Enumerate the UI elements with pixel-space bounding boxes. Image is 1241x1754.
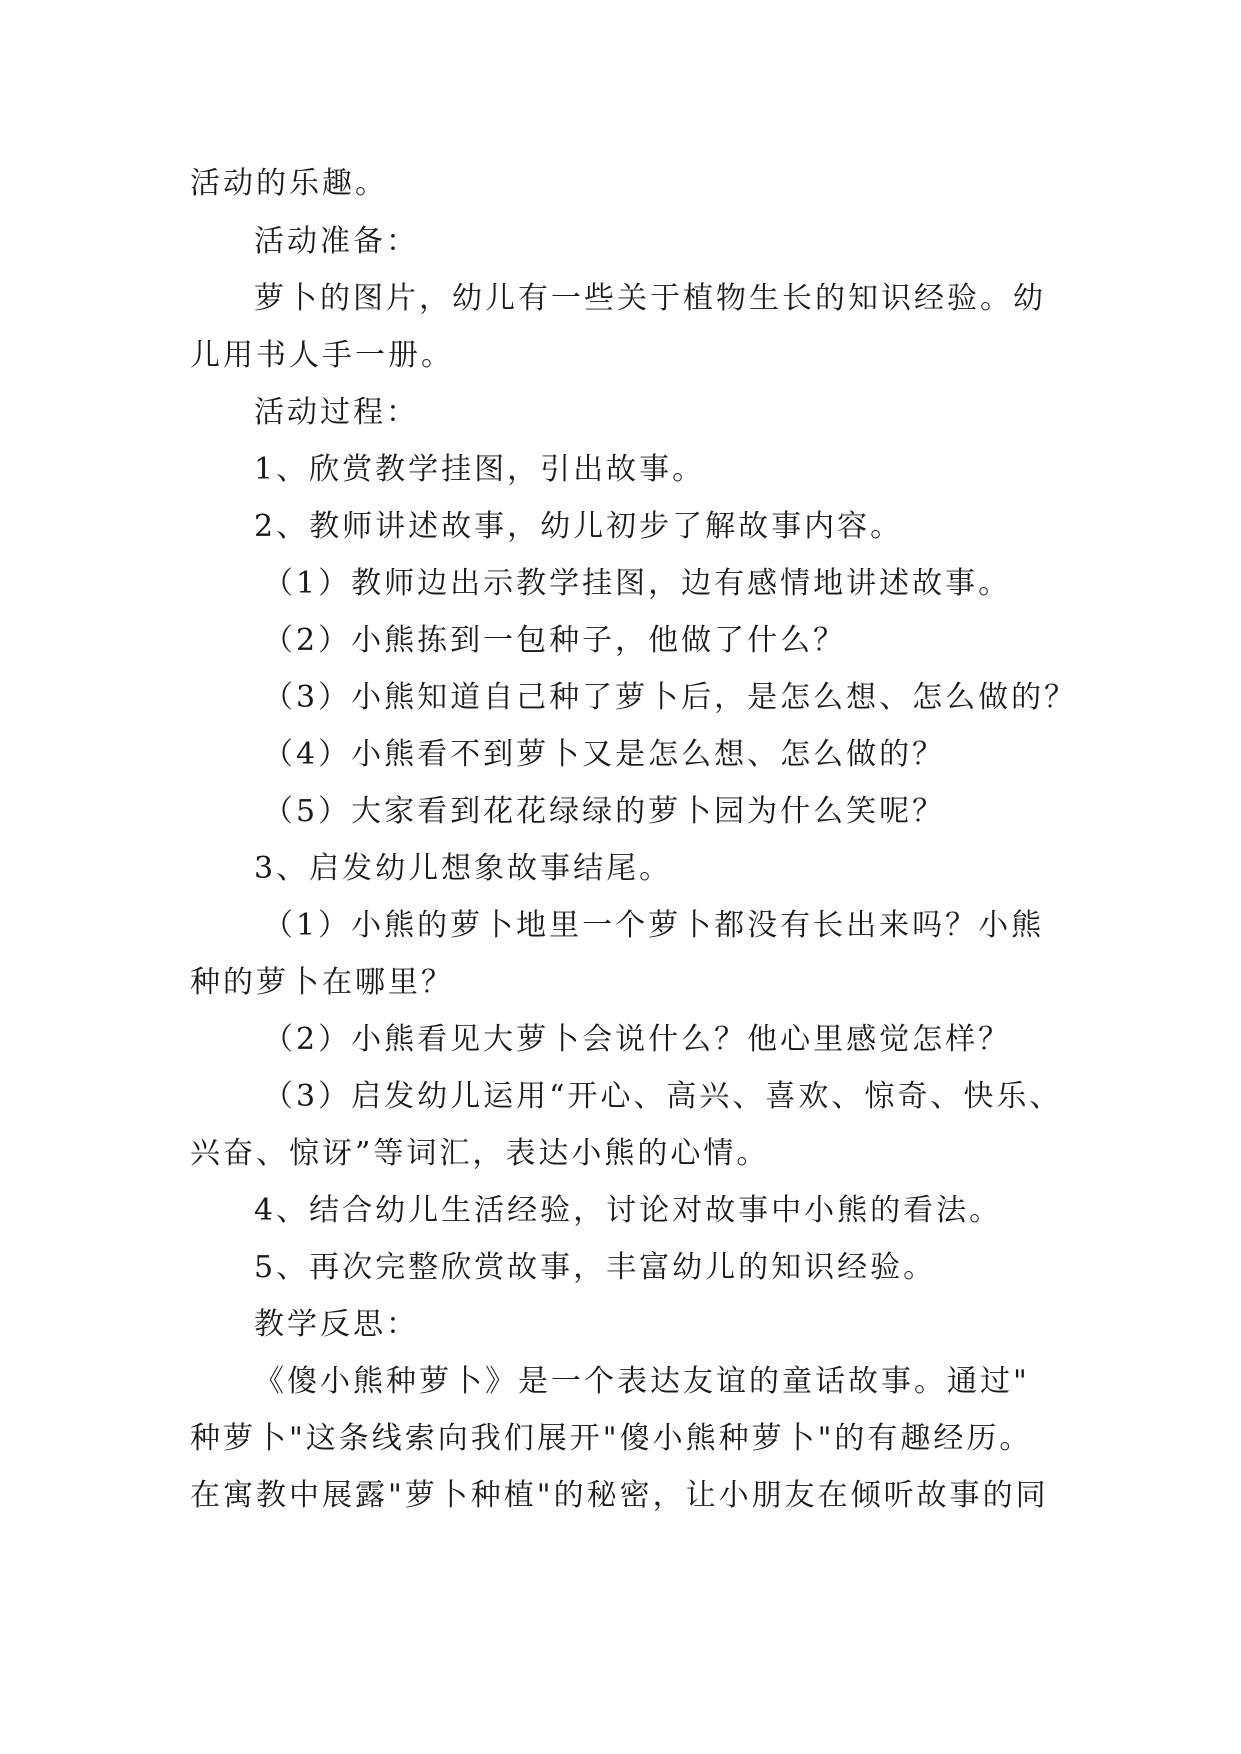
list-item: 2、教师讲述故事，幼儿初步了解故事内容。 bbox=[254, 509, 904, 544]
text-line: 儿用书人手一册。 bbox=[190, 338, 454, 373]
text-line: 活动的乐趣。 bbox=[190, 166, 388, 201]
sub-list-item: （4）小熊看不到萝卜又是怎么想、怎么做的？ bbox=[263, 737, 946, 772]
text-line: 萝卜的图片，幼儿有一些关于植物生长的知识经验。幼 bbox=[254, 281, 1046, 316]
sub-list-item: （2）小熊看见大萝卜会说什么？他心里感觉怎样？ bbox=[263, 1022, 1012, 1057]
list-item: 3、启发幼儿想象故事结尾。 bbox=[254, 851, 673, 886]
text-line: 种萝卜"这条线索向我们展开"傻小熊种萝卜"的有趣经历。 bbox=[190, 1421, 1033, 1456]
text-line: 在寓教中展露"萝卜种植"的秘密，让小朋友在倾听故事的同 bbox=[190, 1478, 1049, 1513]
text-line: 《傻小熊种萝卜》是一个表达友谊的童话故事。通过" bbox=[254, 1364, 1030, 1399]
list-item: 4、结合幼儿生活经验，讨论对故事中小熊的看法。 bbox=[254, 1193, 1003, 1228]
sub-list-item: （3）启发幼儿运用“开心、高兴、喜欢、惊奇、快乐、 bbox=[263, 1079, 1063, 1114]
text-line: 兴奋、惊讶”等词汇，表达小熊的心情。 bbox=[190, 1136, 770, 1171]
text-line: 种的萝卜在哪里？ bbox=[190, 965, 454, 1000]
list-item: 1、欣赏教学挂图，引出故事。 bbox=[254, 452, 706, 487]
section-heading-reflection: 教学反思： bbox=[254, 1307, 419, 1342]
sub-list-item: （5）大家看到花花绿绿的萝卜园为什么笑呢？ bbox=[263, 794, 946, 829]
sub-list-item: （3）小熊知道自己种了萝卜后，是怎么想、怎么做的？ bbox=[263, 680, 1078, 715]
section-heading-process: 活动过程： bbox=[254, 395, 419, 430]
sub-list-item: （1）教师边出示教学挂图，边有感情地讲述故事。 bbox=[263, 566, 1012, 601]
list-item: 5、再次完整欣赏故事，丰富幼儿的知识经验。 bbox=[254, 1250, 937, 1285]
sub-list-item: （1）小熊的萝卜地里一个萝卜都没有长出来吗？小熊 bbox=[263, 908, 1045, 943]
sub-list-item: （2）小熊拣到一包种子，他做了什么？ bbox=[263, 623, 847, 658]
section-heading-preparation: 活动准备： bbox=[254, 224, 419, 259]
